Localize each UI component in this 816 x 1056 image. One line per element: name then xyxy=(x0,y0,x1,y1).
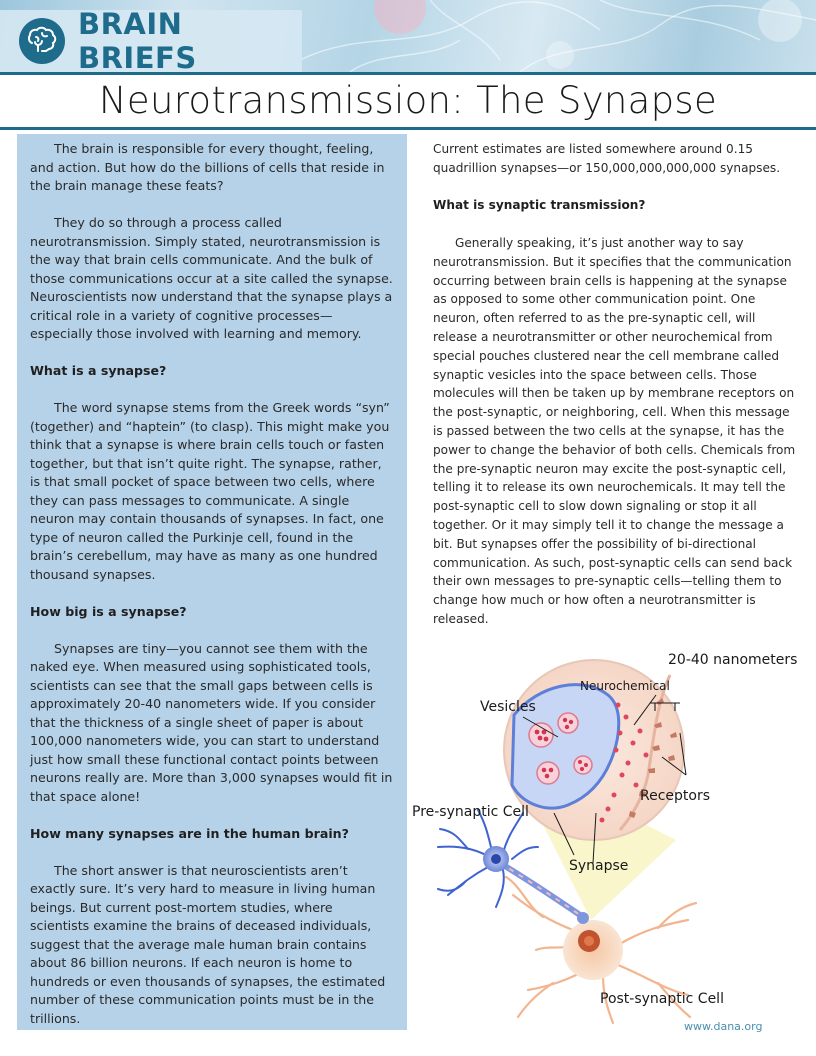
synapse-diagram xyxy=(408,645,816,1025)
intro-paragraph-2: They do so through a process called neurotransmission. Simply stated, neurotransmission is the way that brain cells communicate. And the bulk of those communications occur at a site called the synapse. Neuroscientists now understand that the synapse plays a critical role in a variety of cognitive processes—especially those involved with learning and memory. xyxy=(30,215,393,341)
header-rule-bottom xyxy=(0,127,816,130)
heading-how-many: How many synapses are in the human brain? xyxy=(30,825,349,841)
heading-synaptic-transmission: What is synaptic transmission? xyxy=(433,198,646,213)
right-text-column xyxy=(433,140,801,648)
label-pre-synaptic-cell: Pre-synaptic Cell xyxy=(412,804,529,820)
synapse-illustration xyxy=(408,645,816,1025)
brand-name: BRAIN BRIEFS xyxy=(78,7,197,72)
what-is-synapse-paragraph: The word synapse stems from the Greek words “syn” (together) and “haptein” (to clasp). This might make you think that a synapse is where brain cells touch or fasten together, but that isn’t quite right. The synapse, rather, is that small pocket of space between two cells, where they can pass messages to communicate. A single neuron may contain thousands of synapses. In fact, one type of neuron called the Purkinje cell, found in the brain’s cerebellum, may have as many as one hundred thousand synapses. xyxy=(30,400,390,582)
label-receptors: Receptors xyxy=(640,788,711,804)
estimates-paragraph: Current estimates are listed somewhere around 0.15 quadrillion synapses—or 150,000,000,000,000 synapses. xyxy=(433,142,781,175)
how-many-paragraph: The short answer is that neuroscientists aren’t exactly sure. It’s very hard to measure in living human beings. But current post-mortem studies, where scientists examine the brains of deceased individuals, suggest that the average male human brain contains about 86 billion neurons. If each neuron is home to hundreds or even thousands of synapses, the estimated number of these communication points must be in the trillions. xyxy=(30,862,386,1026)
synaptic-transmission-paragraph: Generally speaking, it’s just another way to say neurotransmission. But it specifies that the communication occurring between brain cells is happening at the synapse as opposed to some other communication point. One neuron, often referred to as the pre-synaptic cell, will release a neurotransmitter or other neurochemical from special pouches clustered near the cell membrane called synaptic vesicles into the space between cells. Those molecules will then be taken up by membrane receptors on the post-synaptic, or neighboring, cell. When this message is passed between the two cells at the synapse, it has the power to change the behavior of both cells. Chemicals from the pre-synaptic neuron may excite the post-synaptic cell, telling it to release its own neurochemicals. It may tell the post-synaptic cell to slow down signaling or stop it all together. Or it may simply tell it to change the message a bit. But synapses offer the possibility of bi-directional communication. As such, post-synaptic cells can send back their own messages to pre-synaptic cells—telling them to change how much or how often a neurotransmitter is released. xyxy=(433,235,796,626)
how-big-paragraph: Synapses are tiny—you cannot see them with the naked eye. When measured using sophisticated tools, scientists can see that the small gaps between cells is approximately 20-40 nanometers wide. If you consider that the thickness of a single sheet of paper is about 100,000 nanometers wide, you can start to understand just how small these functional contact points between neurons really are. More than 3,000 synapses would fit in that space alone! xyxy=(30,640,393,804)
label-nanometers: 20-40 nanometers xyxy=(668,652,798,668)
website-link[interactable]: www.dana.org xyxy=(684,1020,763,1033)
pre-synaptic-cell xyxy=(438,810,538,907)
header-rule-top xyxy=(0,72,816,75)
page-title: Neurotransmission: The Synapse xyxy=(98,79,718,122)
label-neurochemical: Neurochemical xyxy=(580,679,670,693)
label-synapse: Synapse xyxy=(569,858,629,874)
heading-what-is-synapse: What is a synapse? xyxy=(30,363,167,378)
heading-how-big: How big is a synapse? xyxy=(30,603,187,619)
brand-block xyxy=(0,7,302,72)
intro-paragraph-1: The brain is responsible for every thought, feeling, and action. But how do the billions of cells that reside in the brain manage these feats? xyxy=(30,141,385,193)
left-sidebar-column xyxy=(17,134,407,1030)
label-post-synaptic-cell: Post-synaptic Cell xyxy=(600,991,724,1007)
label-vesicles: Vesicles xyxy=(480,699,536,715)
brain-logo-icon xyxy=(18,17,66,65)
header-banner xyxy=(0,0,816,72)
